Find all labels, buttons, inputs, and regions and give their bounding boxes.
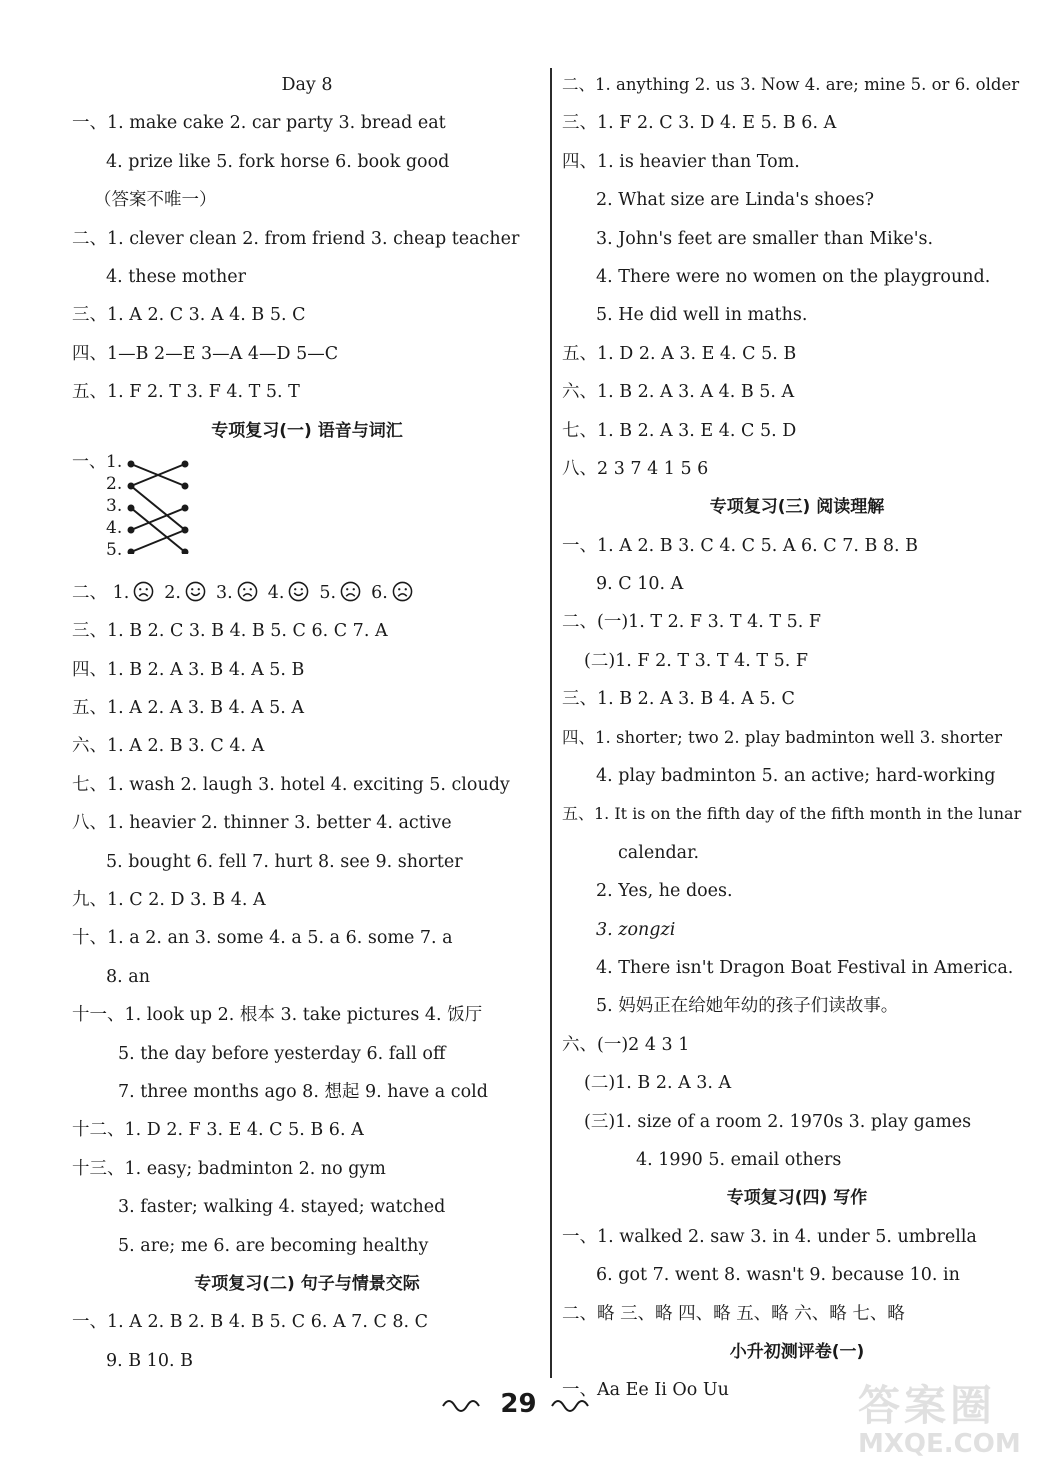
answer-line: 十二、1. D 2. F 3. E 4. C 5. B 6. A [72, 1120, 364, 1141]
sad-face-icon [133, 581, 154, 602]
answer-line: 5. bought 6. fell 7. hurt 8. see 9. shorter [106, 851, 463, 872]
section-heading: 专项复习(三) 阅读理解 [709, 497, 885, 518]
section-heading: 小升初测评卷(一) [729, 1341, 865, 1362]
answer-line: 三、1. F 2. C 3. D 4. E 5. B 6. A [562, 113, 837, 134]
answer-line: 一、Aa Ee Ii Oo Uu [562, 1380, 729, 1401]
sad-face-icon [237, 581, 258, 602]
answer-line: 八、2 3 7 4 1 5 6 [562, 458, 709, 479]
answer-line: (三)1. size of a room 2. 1970s 3. play games [584, 1111, 972, 1132]
answer-line: 六、1. B 2. A 3. A 4. B 5. A [562, 382, 795, 403]
answer-line: 六、1. A 2. B 3. C 4. A [72, 736, 265, 757]
answer-line: 六、(一)2 4 3 1 [562, 1034, 690, 1055]
faces-item-label: 3. [215, 582, 233, 603]
answer-line: 5. the day before yesterday 6. fall off [118, 1043, 446, 1064]
answer-line: 4. prize like 5. fork horse 6. book good [106, 151, 450, 172]
answer-line: 四、1. B 2. A 3. B 4. A 5. B [72, 659, 305, 680]
answer-line: 9. C 10. A [596, 574, 684, 595]
faces-answer-line: 二、 1. 2. 3. 4. 5. 6. [72, 574, 542, 612]
section-heading: 专项复习(四) 写作 [726, 1188, 868, 1209]
answer-line: 八、1. heavier 2. thinner 3. better 4. active [72, 813, 452, 834]
answer-line: 四、1—B 2—E 3—A 4—D 5—C [72, 343, 339, 364]
match-prefix-and-number: 一、1. [72, 451, 123, 472]
answer-line: 七、1. wash 2. laugh 3. hotel 4. exciting 5. cloudy [72, 774, 510, 795]
answer-line: 4. play badminton 5. an active; hard-working [596, 766, 996, 787]
answer-line: 一、1. walked 2. saw 3. in 4. under 5. umbrella [562, 1226, 977, 1247]
answer-line: 三、1. A 2. C 3. A 4. B 5. C [72, 305, 306, 326]
smiley-face-icon [288, 581, 309, 602]
answer-line: 十一、1. look up 2. 根本 3. take pictures 4. 饭厅 [72, 1005, 483, 1026]
section-title-day8: Day 8 [281, 75, 333, 95]
faces-item-label: 5. [319, 582, 337, 603]
answer-line: 二、1. clever clean 2. from friend 3. cheap teacher [72, 228, 520, 249]
column-divider [550, 68, 552, 1378]
sad-face-icon [340, 581, 361, 602]
answer-line: 十、1. a 2. an 3. some 4. a 5. a 6. some 7. a [72, 928, 453, 949]
answer-line: (二)1. B 2. A 3. A [584, 1073, 732, 1094]
answer-line: 2. Yes, he does. [596, 881, 733, 902]
answer-line: 二、1. anything 2. us 3. Now 4. are; mine 5. or 6. older [562, 75, 1020, 94]
answer-line: 四、1. shorter; two 2. play badminton well 3. shorter [562, 727, 1002, 747]
faces-item-label: 4. [267, 582, 285, 603]
answer-line: 四、1. is heavier than Tom. [562, 151, 800, 172]
right-column [562, 66, 1032, 1410]
match-number: 3. [106, 495, 123, 516]
faces-item-label: 2. [164, 582, 181, 603]
match-number: 4. [106, 517, 123, 538]
faces-item-label: 1. [112, 582, 130, 603]
answer-line: calendar. [618, 842, 700, 863]
answer-line: 8. an [106, 966, 150, 987]
sad-face-icon [392, 581, 413, 602]
answer-line: 七、1. B 2. A 3. E 4. C 5. D [562, 420, 797, 441]
right-ornament-icon [550, 1396, 596, 1412]
answer-line: 五、1. A 2. A 3. B 4. A 5. A [72, 698, 304, 719]
answer-line: 一、1. make cake 2. car party 3. bread eat [72, 113, 446, 134]
answer-line: 5. are; me 6. are becoming healthy [118, 1235, 429, 1256]
match-number: 5. [106, 539, 123, 560]
answer-line: 二、(一)1. T 2. F 3. T 4. T 5. F [562, 612, 822, 633]
answer-line: (二)1. F 2. T 3. T 4. T 5. F [584, 650, 809, 671]
answer-line: 9. B 10. B [106, 1350, 193, 1371]
site-watermark [858, 1382, 1028, 1462]
answer-line: 三、1. B 2. C 3. B 4. B 5. C 6. C 7. A [72, 621, 388, 642]
answer-line: 5. 妈妈正在给她年幼的孩子们读故事。 [596, 996, 899, 1017]
answer-line: 3. faster; walking 4. stayed; watched [118, 1197, 446, 1218]
faces-item-label: 6. [371, 582, 388, 603]
answer-line: 6. got 7. went 8. wasn't 9. because 10. in [596, 1265, 960, 1286]
answer-line: 4. There isn't Dragon Boat Festival in America. [596, 957, 1014, 978]
answer-line: 五、1. D 2. A 3. E 4. C 5. B [562, 343, 797, 364]
left-ornament-icon [441, 1396, 487, 1412]
answer-line: 4. these mother [106, 266, 246, 287]
answer-line: 3. John's feet are smaller than Mike's. [596, 228, 934, 249]
answer-line: 一、1. A 2. B 3. C 4. C 5. A 6. C 7. B 8. B [562, 535, 919, 556]
smiley-face-icon [185, 581, 206, 602]
answer-line: 五、1. It is on the fifth day of the fifth month in the lunar [562, 804, 1022, 824]
answer-line: 2. What size are Linda's shoes? [596, 190, 874, 211]
answer-line: 五、1. F 2. T 3. F 4. T 5. T [72, 382, 300, 403]
watermark-logo-text: 答案圈 [858, 1381, 997, 1430]
answer-line: 二、略 三、略 四、略 五、略 六、略 七、略 [562, 1303, 905, 1324]
match-number: 2. [106, 473, 123, 494]
answer-line: 4. There were no women on the playground. [596, 266, 991, 287]
answer-line: 7. three months ago 8. 想起 9. have a cold [118, 1081, 488, 1102]
matching-lines [127, 454, 197, 554]
answer-line: 3. zongzi [596, 919, 676, 940]
answer-line: 5. He did well in maths. [596, 305, 808, 326]
matching-diagram [72, 452, 542, 570]
answer-note: （答案不唯一） [94, 190, 217, 211]
answer-line: 4. 1990 5. email others [636, 1149, 842, 1170]
section-heading: 专项复习(一) 语音与词汇 [211, 420, 403, 441]
watermark-url-text: MXQE.COM [858, 1429, 1021, 1459]
answer-line: 三、1. B 2. A 3. B 4. A 5. C [562, 689, 795, 710]
page-number: 29 [500, 1389, 537, 1419]
answer-line: 九、1. C 2. D 3. B 4. A [72, 890, 266, 911]
left-column [72, 66, 542, 1380]
section-heading: 专项复习(二) 句子与情景交际 [194, 1273, 420, 1294]
answer-line: 十三、1. easy; badminton 2. no gym [72, 1158, 386, 1179]
answer-line: 一、1. A 2. B 2. B 4. B 5. C 6. A 7. C 8. C [72, 1312, 429, 1333]
